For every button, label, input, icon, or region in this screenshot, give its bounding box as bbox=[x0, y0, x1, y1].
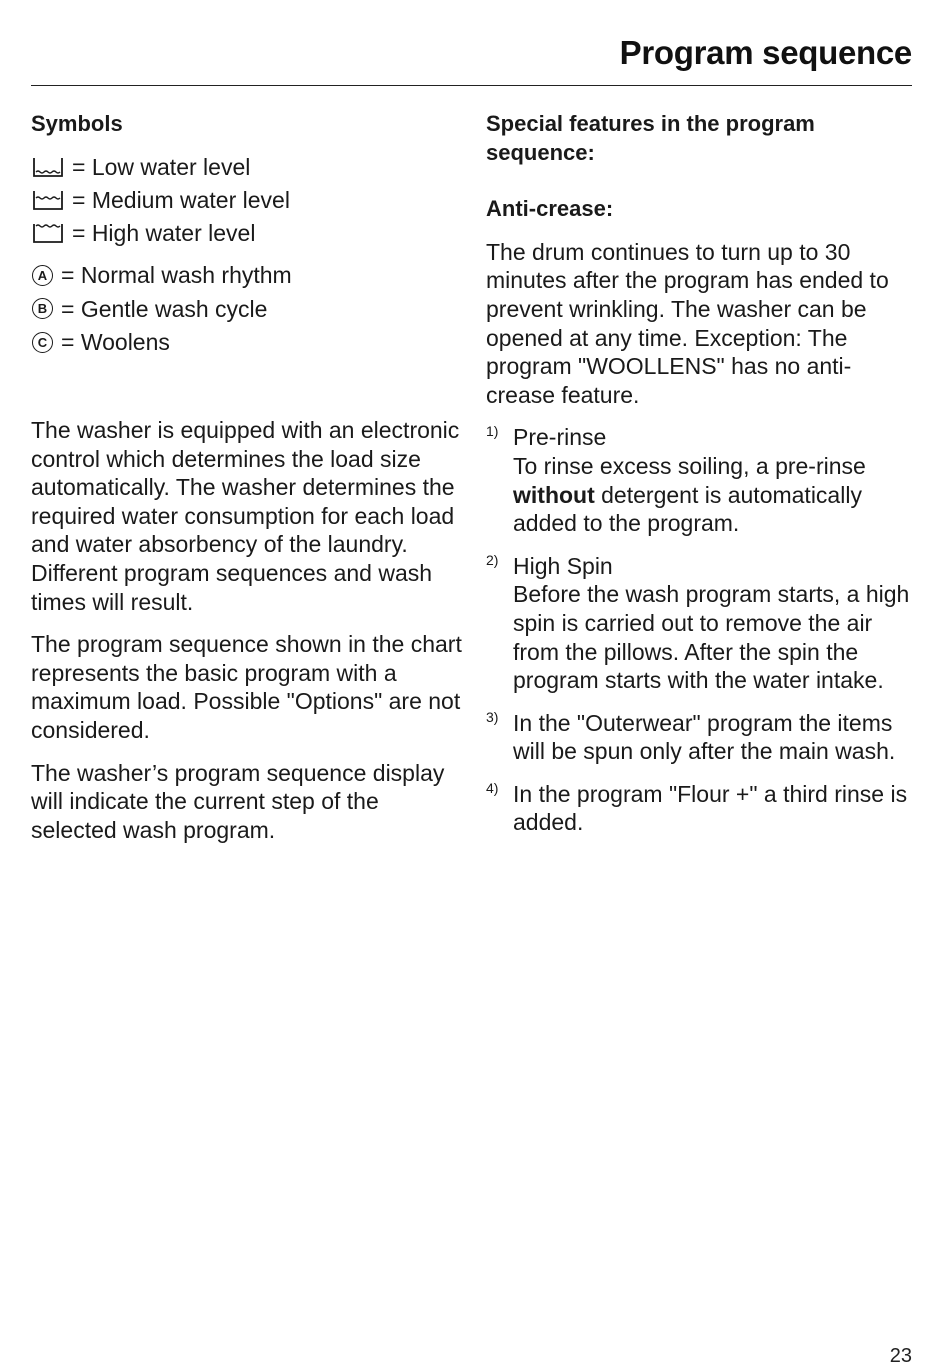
symbol-row-high-water bbox=[31, 217, 463, 250]
gentle-wash-cycle-label: = Gentle wash cycle bbox=[61, 295, 268, 322]
footnote-text bbox=[513, 452, 916, 538]
special-features-heading: Special features in the program sequence: bbox=[486, 111, 815, 165]
circled-b-icon: B bbox=[32, 298, 53, 319]
normal-wash-rhythm-label: = Normal wash rhythm bbox=[61, 262, 292, 289]
footnote-title: Pre-rinse bbox=[513, 424, 607, 451]
footnote-3 bbox=[486, 709, 916, 766]
rhythm-row-gentle bbox=[31, 292, 463, 326]
footnote-number: 1) bbox=[486, 423, 499, 440]
rhythm-row-woolens bbox=[31, 326, 463, 360]
left-column bbox=[31, 110, 463, 858]
symbols-heading: Symbols bbox=[31, 111, 123, 136]
footnote-text-part: To rinse excess soiling, a pre-rinse bbox=[513, 452, 866, 479]
medium-water-level-label: = Medium water level bbox=[72, 186, 290, 213]
circled-c-icon: C bbox=[32, 332, 53, 353]
right-column bbox=[486, 110, 916, 851]
paragraph-sequence-display: The washer’s program sequence display will indicate the current step of the selected wash program. bbox=[31, 759, 445, 843]
footnote-text: In the "Outerwear" program the items will be spun only after the main wash. bbox=[513, 709, 896, 765]
footnote-number: 2) bbox=[486, 551, 499, 568]
circled-a-icon: A bbox=[32, 265, 53, 286]
anti-crease-heading: Anti-crease: bbox=[486, 196, 614, 222]
symbol-row-low-water bbox=[31, 151, 463, 184]
symbol-row-medium-water bbox=[31, 184, 463, 217]
high-water-level-icon bbox=[31, 220, 65, 246]
title-divider bbox=[31, 85, 912, 86]
medium-water-level-icon bbox=[31, 187, 65, 213]
high-water-level-label: = High water level bbox=[72, 219, 256, 246]
page-title: Program sequence bbox=[619, 34, 912, 71]
footnote-1 bbox=[486, 423, 916, 537]
footnote-text: In the program "Flour +" a third rinse is added. bbox=[513, 780, 908, 836]
footnote-number: 3) bbox=[486, 708, 499, 725]
rhythm-row-normal bbox=[31, 259, 463, 293]
footnote-4 bbox=[486, 780, 916, 837]
anti-crease-text: The drum continues to turn up to 30 minutes after the program has ended to prevent wrinkling. The washer can be opened at any time. Exception: The program "WOOLLENS" has no anti-crease feature. bbox=[486, 238, 889, 408]
paragraph-electronic-control: The washer is equipped with an electronic control which determines the load size automatically. The washer determines the required water consumption for each load and water absorbency of the laundry. Different program sequences and wash times will result. bbox=[31, 417, 460, 615]
low-water-level-icon bbox=[31, 154, 65, 180]
page-number: 23 bbox=[889, 1345, 912, 1367]
footnote-text: Before the wash program starts, a high spin is carried out to remove the air from the pillows. After the spin the program starts with the water intake. bbox=[513, 581, 910, 694]
footnote-number: 4) bbox=[486, 779, 499, 796]
footnote-text-part: detergent is automatically added to the program. bbox=[513, 481, 862, 537]
paragraph-basic-program: The program sequence shown in the chart represents the basic program with a maximum load. Possible "Options" are not considered. bbox=[31, 631, 462, 744]
low-water-level-label: = Low water level bbox=[72, 153, 251, 180]
woolens-label: = Woolens bbox=[61, 329, 170, 356]
footnote-emphasis: without bbox=[513, 481, 595, 508]
wash-rhythm-legend bbox=[31, 259, 463, 360]
footnote-2 bbox=[486, 552, 916, 695]
footnote-title: High Spin bbox=[513, 552, 613, 579]
